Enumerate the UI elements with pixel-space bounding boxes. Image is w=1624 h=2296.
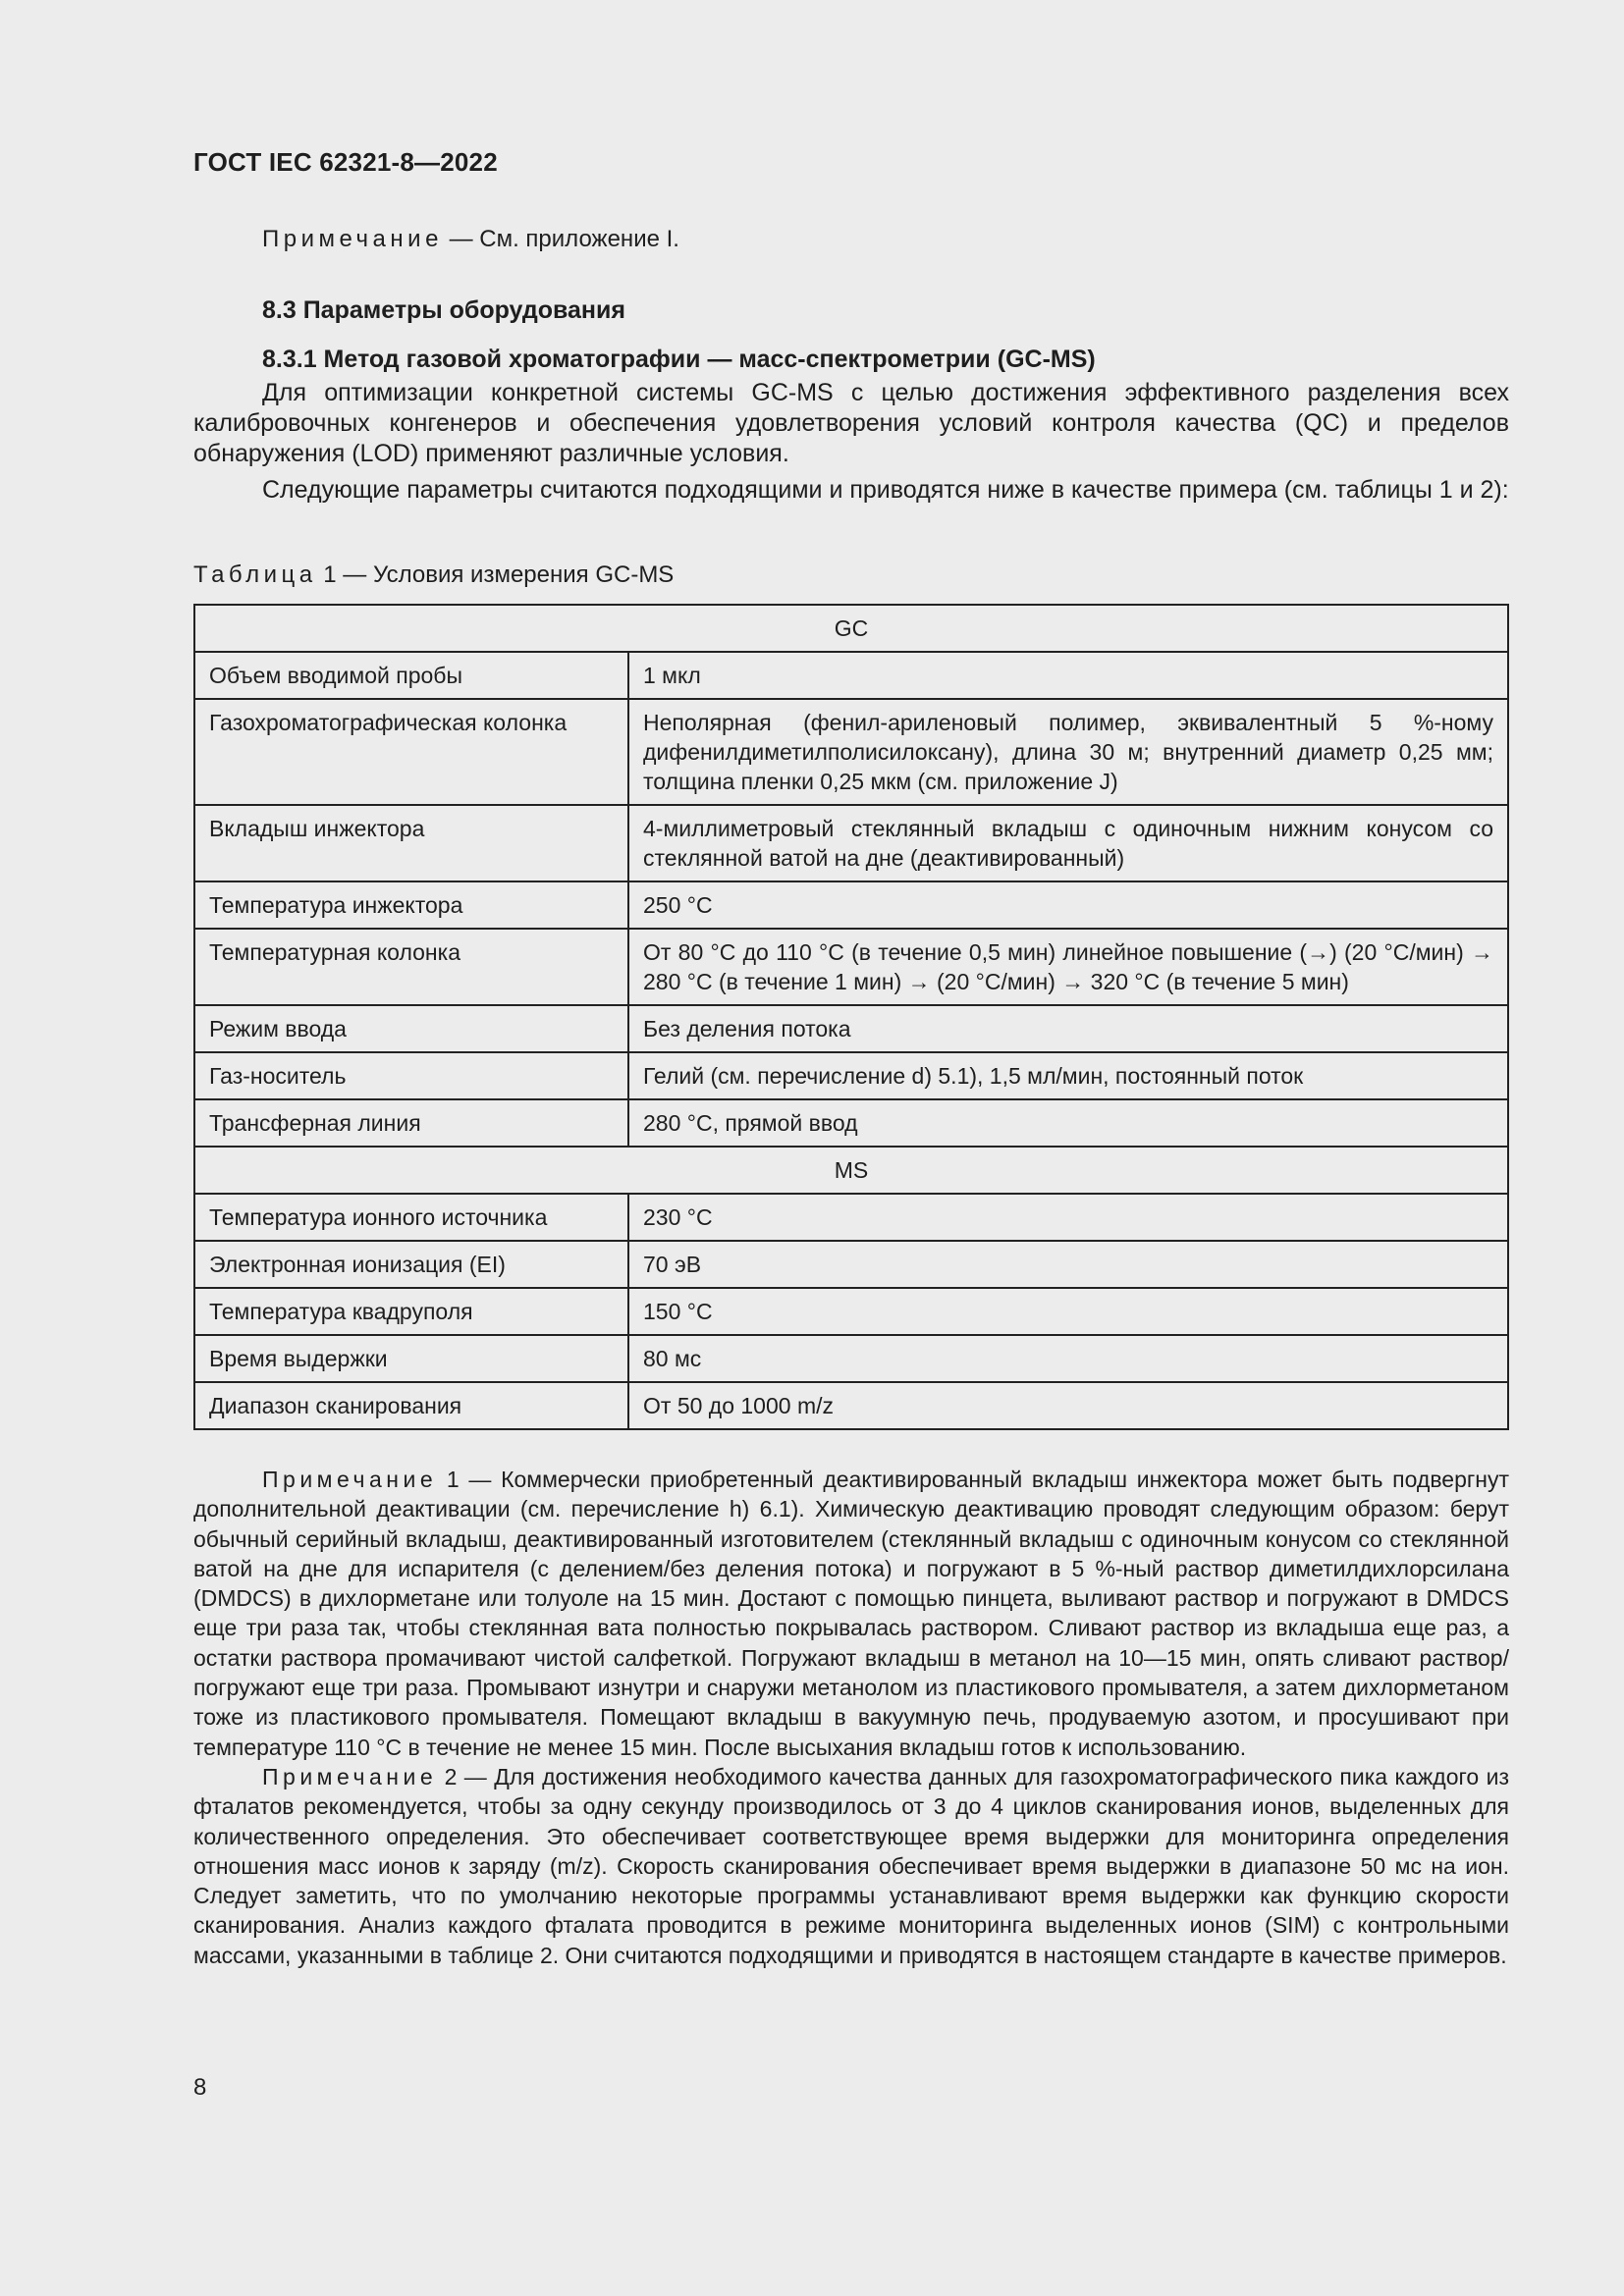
table-row	[194, 1194, 1508, 1241]
param-value-cell: Гелий (см. перечисление d) 5.1), 1,5 мл/мин, постоянный поток	[628, 1052, 1508, 1099]
table-section-row	[194, 1147, 1508, 1194]
note-text: — См. приложение I.	[449, 226, 679, 252]
table-section-row	[194, 605, 1508, 652]
table-row	[194, 699, 1508, 805]
param-name-cell: Газ-носитель	[194, 1052, 628, 1099]
param-value-cell: 4-миллиметровый стеклянный вкладыш с одиночным нижним конусом со стеклянной ватой на дне (деактивированный)	[628, 805, 1508, 881]
param-value-cell: 150 °С	[628, 1288, 1508, 1335]
subsection-heading: 8.3.1 Метод газовой хроматографии — масс-спектрометрии (GC-MS)	[262, 346, 1096, 373]
table-note-2	[193, 1762, 1509, 1970]
param-name-cell: Режим ввода	[194, 1005, 628, 1052]
ms-section-header: MS	[194, 1147, 1508, 1194]
param-name-cell: Трансферная линия	[194, 1099, 628, 1147]
param-value-cell: 70 эВ	[628, 1241, 1508, 1288]
page-number: 8	[193, 2074, 207, 2101]
table-row	[194, 805, 1508, 881]
param-name-cell: Температура инжектора	[194, 881, 628, 929]
table-row	[194, 1288, 1508, 1335]
table-note-1	[193, 1465, 1509, 1762]
gcms-conditions-table	[193, 604, 1509, 1430]
param-name-cell: Температура квадруполя	[194, 1288, 628, 1335]
param-name-cell: Температурная колонка	[194, 929, 628, 1005]
param-value-cell: 250 °С	[628, 881, 1508, 929]
gc-section-header: GC	[194, 605, 1508, 652]
param-value-cell: От 80 °С до 110 °С (в течение 0,5 мин) линейное повышение (→) (20 °С/мин) → 280 °С (в течение 1 мин) → (20 °С/мин) → 320 °С (в течение 5 мин)	[628, 929, 1508, 1005]
param-name-cell: Вкладыш инжектора	[194, 805, 628, 881]
note-label: Примечание	[262, 1467, 438, 1492]
table-row	[194, 929, 1508, 1005]
note-label: Примечание	[262, 226, 443, 252]
paragraph-intro: Для оптимизации конкретной системы GC-MS с целью достижения эффективного разделения всех калибровочных конгенеров и обеспечения удовлетворения условий контроля качества (QC) и пределов обнаружения (LOD) применяют различные условия.	[193, 379, 1509, 467]
param-name-cell: Электронная ионизация (EI)	[194, 1241, 628, 1288]
table-row	[194, 652, 1508, 699]
paragraph-params: Следующие параметры считаются подходящими и приводятся ниже в качестве примера (см. таблицы 1 и 2):	[262, 476, 1509, 504]
table-row	[194, 1382, 1508, 1429]
note-see-annex	[262, 226, 679, 253]
table-row	[194, 1005, 1508, 1052]
table-row	[194, 1052, 1508, 1099]
section-heading: 8.3 Параметры оборудования	[262, 296, 625, 324]
table-row	[194, 1241, 1508, 1288]
note-text: 2 — Для достижения необходимого качества данных для газохроматографического пика каждого из фталатов рекомендуется, чтобы за одну секунду производилось от 3 до 4 циклов сканирования ионов, выделенных для количественного определения. Это обеспечивает соответствующее время выдержки для мониторинга определения отношения масс ионов к заряду (m/z). Скорость сканирования обеспечивает время выдержки в диапазоне 50 мс на ион. Следует заметить, что по умолчанию некоторые программы устанавливают время выдержки как функцию скорости сканирования. Анализ каждого фталата проводится в режиме мониторинга выделенных ионов (SIM) с контрольными массами, указанными в таблице 2. Они считаются подходящими и приводятся в настоящем стандарте в качестве примеров.	[193, 1763, 1509, 1968]
param-value-cell: 280 °С, прямой ввод	[628, 1099, 1508, 1147]
param-name-cell: Газохроматографическая колонка	[194, 699, 628, 805]
param-name-cell: Диапазон сканирования	[194, 1382, 628, 1429]
table-caption	[193, 561, 674, 589]
param-value-cell: От 50 до 1000 m/z	[628, 1382, 1508, 1429]
param-value-cell: 80 мс	[628, 1335, 1508, 1382]
table-row	[194, 1335, 1508, 1382]
note-text: 1 — Коммерчески приобретенный деактивированный вкладыш инжектора может быть подвергнут дополнительной деактивации (см. перечисление h) 6.1). Химическую деактивацию проводят следующим образом: берут обычный серийный вкладыш, деактивированный изготовителем (стеклянный вкладыш с одиночным конусом со стеклянной ватой на дне для испарителя (с делением/без деления потока) и погружают в 5 %-ный раствор диметилдихлорсилана (DMDCS) в дихлорметане или толуоле на 15 мин. Достают с помощью пинцета, выливают раствор и погружают в DMDCS еще три раза так, чтобы стеклянная вата полностью покрывалась раствором. Сливают раствор из вкладыша еще раз, а остатки раствора промачивают чистой салфеткой. Погружают вкладыш в метанол на 10—15 мин, опять сливают раствор/погружают еще три раза. Промывают изнутри и снаружи метанолом из пластикового промывателя, а затем дихлорметаном тоже из пластикового промывателя. Помещают вкладыш в вакуумную печь, продуваемую азотом, и просушивают при температуре 110 °С в течение не менее 15 мин. После высыхания вкладыш готов к использованию.	[193, 1467, 1509, 1760]
param-name-cell: Объем вводимой пробы	[194, 652, 628, 699]
table-caption-label: Таблица	[193, 561, 317, 588]
param-value-cell: 230 °С	[628, 1194, 1508, 1241]
param-name-cell: Температура ионного источника	[194, 1194, 628, 1241]
table-row	[194, 1099, 1508, 1147]
table-row	[194, 881, 1508, 929]
param-value-cell: Без деления потока	[628, 1005, 1508, 1052]
note-label: Примечание	[262, 1763, 438, 1789]
param-value-cell: Неполярная (фенил-ариленовый полимер, эквивалентный 5 %-ному дифенилдиметилполисилоксану), длина 30 м; внутренний диаметр 0,25 мм; толщина пленки 0,25 мкм (см. приложение J)	[628, 699, 1508, 805]
table-caption-text: 1 — Условия измерения GC-MS	[323, 561, 675, 588]
param-name-cell: Время выдержки	[194, 1335, 628, 1382]
param-value-cell: 1 мкл	[628, 652, 1508, 699]
document-header: ГОСТ IEC 62321-8—2022	[193, 147, 498, 177]
table-notes	[193, 1465, 1509, 1970]
